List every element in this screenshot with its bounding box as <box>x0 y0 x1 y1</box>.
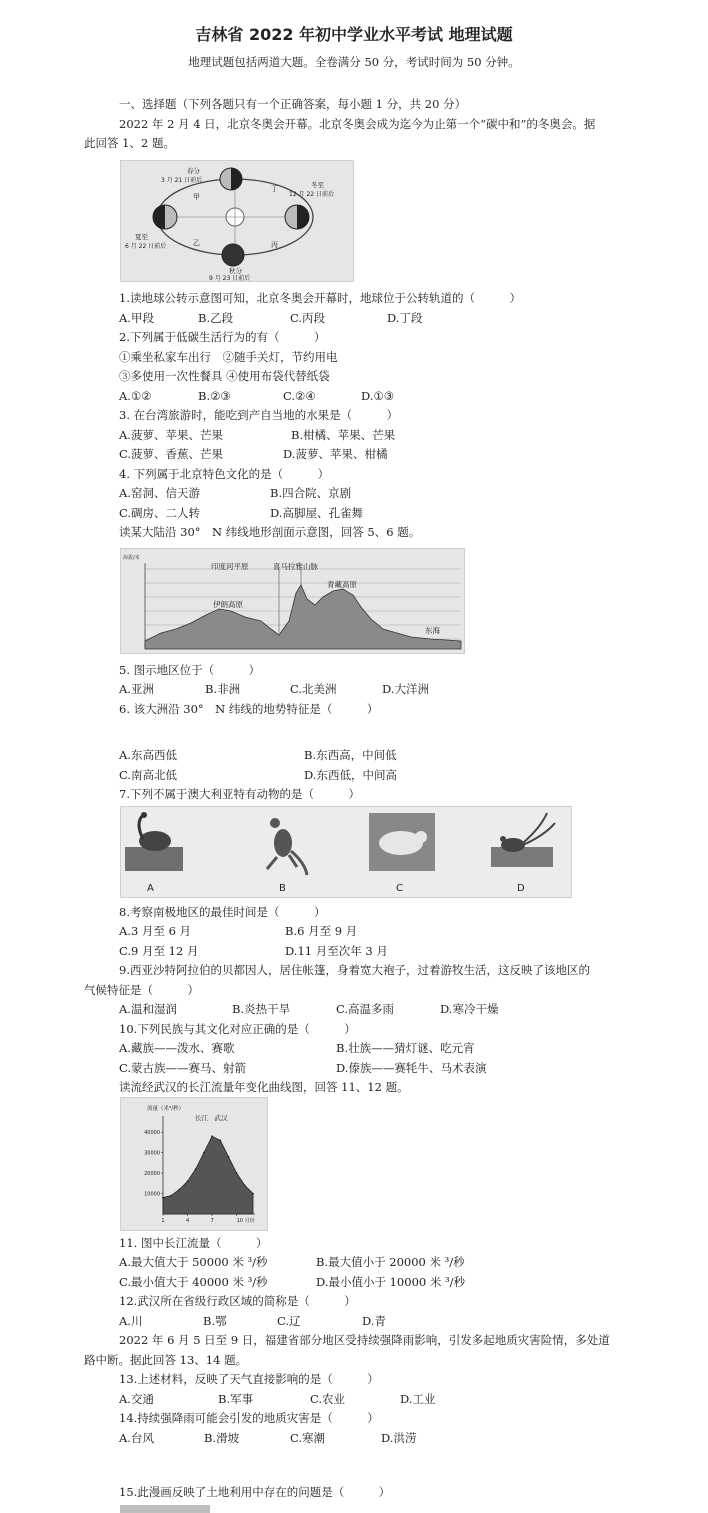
q11-option-a: A.最大值大于 50000 米 ³/秒 <box>119 1255 268 1269</box>
q10-option-b: B.壮族——猜灯谜、吃元宵 <box>336 1041 475 1055</box>
q11-option-d: D.最小值小于 10000 米 ³/秒 <box>316 1275 465 1289</box>
intro-text: 2022 年 2 月 4 日，北京冬奥会开幕。北京冬奥会成为迄今为止第一个“碳中和”的冬奥会。据 <box>119 117 596 131</box>
label-autumn-date: 9 月 23 日前后 <box>209 275 251 281</box>
flow-point <box>162 1197 164 1199</box>
q11-option-c: C.最小值大于 40000 米 ³/秒 <box>119 1275 268 1289</box>
x-tick-label: 4 <box>185 1218 190 1224</box>
label-east-sea: 东海 <box>425 626 440 635</box>
q14-option-c: C.寒潮 <box>290 1431 326 1445</box>
q13-option-a: A.交通 <box>119 1392 154 1406</box>
earth-autumn-icon <box>222 244 244 266</box>
terrain-profile-figure <box>120 548 465 654</box>
q1-option-a: A.甲段 <box>119 311 154 325</box>
q9-stem: 9.西亚沙特阿拉伯的贝都因人，居住帐篷，身着宽大袍子，过着游牧生活，这反映了该地区的 <box>119 963 590 977</box>
q9-option-d: D.寒冷干燥 <box>440 1002 499 1016</box>
q8-option-b: B.6 月至 9 月 <box>285 924 358 938</box>
q1-option-b: B.乙段 <box>198 311 234 325</box>
yangtze-flow-chart <box>120 1097 268 1231</box>
q6-option-c: C.南高北低 <box>119 768 178 782</box>
label-himalaya: 喜马拉雅山脉 <box>273 562 318 571</box>
flow-point <box>203 1152 205 1154</box>
y-tick-label: 10000 <box>144 1191 160 1198</box>
terrain-profile-area <box>145 585 461 649</box>
label-segment-bing: 丙 <box>271 241 278 249</box>
chart-title: 长江 武汉 <box>195 1114 228 1122</box>
q4-option-d: D.高脚屋、孔雀舞 <box>270 506 363 520</box>
animal-label-d: D <box>517 883 525 894</box>
q10-option-c: C.蒙古族——赛马、射箭 <box>119 1061 247 1075</box>
animal-label-a: A <box>147 883 154 894</box>
earth-spring-icon <box>220 168 242 190</box>
reading-prompt: 路中断。据此回答 13、14 题。 <box>84 1353 248 1367</box>
orbit-svg <box>121 161 353 281</box>
emu-icon <box>125 812 183 871</box>
flow-point <box>219 1140 221 1142</box>
label-indus-plain: 印度河平原 <box>211 562 249 571</box>
q4-stem: 4. 下列属于北京特色文化的是（ ） <box>119 467 330 481</box>
earth-orbit-diagram <box>120 160 354 282</box>
x-tick-label: 1 <box>161 1218 165 1224</box>
section-heading: 一、选择题（下列各题只有一个正确答案，每小题 1 分，共 20 分） <box>119 97 467 111</box>
x-tick-label: 7 <box>210 1218 214 1224</box>
q3-option-b: B.柑橘、苹果、芒果 <box>291 428 396 442</box>
q2-option-b: B.②③ <box>198 389 231 403</box>
flow-point <box>211 1135 213 1137</box>
chart-ylabel: 流量（米³/秒） <box>147 1106 185 1112</box>
q8-option-a: A.3 月至 6 月 <box>119 924 192 938</box>
label-segment-ding: 丁 <box>271 185 278 193</box>
label-summer-date: 6 月 22 日前后 <box>125 243 167 250</box>
flow-point <box>195 1168 197 1170</box>
flow-point <box>236 1172 238 1174</box>
animal-label-c: C <box>396 883 403 894</box>
q1-option-d: D.丁段 <box>387 311 423 325</box>
flow-point <box>244 1185 246 1187</box>
q5-option-b: B.非洲 <box>205 682 241 696</box>
q4-option-a: A.窑洞、信天游 <box>119 486 200 500</box>
q5-option-c: C.北美洲 <box>290 682 337 696</box>
q12-option-d: D.青 <box>362 1314 386 1328</box>
label-spring: 春分 <box>187 167 200 175</box>
q10-stem: 10.下列民族与其文化对应正确的是（ ） <box>119 1022 356 1036</box>
page-title: 吉林省 2022 年初中学业水平考试 地理试题 <box>195 25 513 44</box>
q5-option-a: A.亚洲 <box>119 682 154 696</box>
q6-option-d: D.东西低，中间高 <box>304 768 397 782</box>
q13-option-d: D.工业 <box>400 1392 436 1406</box>
q11-option-b: B.最大值小于 20000 米 ³/秒 <box>316 1255 465 1269</box>
q12-option-a: A.川 <box>119 1314 143 1328</box>
cartoon-figure-top <box>120 1505 210 1513</box>
x-tick-label: 10 月份 <box>236 1218 255 1224</box>
label-winter: 冬至 <box>311 181 324 189</box>
flow-chart-svg <box>121 1098 267 1230</box>
animals-figure <box>120 806 572 898</box>
flow-point <box>252 1193 254 1195</box>
flow-point <box>187 1180 189 1182</box>
polar-bear-icon <box>369 813 435 871</box>
q14-option-b: B.滑坡 <box>204 1431 240 1445</box>
label-iranian-plateau: 伊朗高原 <box>213 600 243 609</box>
q9-option-c: C.高温多雨 <box>336 1002 395 1016</box>
q1-stem: 1.读地球公转示意图可知，北京冬奥会开幕时，地球位于公转轨道的（ ） <box>119 291 521 305</box>
flow-area <box>163 1136 253 1214</box>
flow-point <box>179 1189 181 1191</box>
q14-option-d: D.洪涝 <box>381 1431 417 1445</box>
q5-stem: 5. 图示地区位于（ ） <box>119 663 261 677</box>
earth-winter-icon <box>285 205 309 229</box>
q6-stem: 6. 该大洲沿 30° N 纬线的地势特征是（ ） <box>119 702 379 716</box>
q13-option-b: B.军事 <box>218 1392 254 1406</box>
reading-prompt: 2022 年 6 月 5 日至 9 日，福建省部分地区受持续强降雨影响，引发多起地质灾害险情，多处道 <box>119 1333 610 1347</box>
q13-stem: 13.上述材料，反映了天气直接影响的是（ ） <box>119 1372 379 1386</box>
q10-option-d: D.傣族——赛牦牛、马术表演 <box>336 1061 487 1075</box>
animal-label-b: B <box>279 883 286 894</box>
reading-prompt: 读某大陆沿 30° N 纬线地形剖面示意图，回答 5、6 题。 <box>119 525 421 539</box>
q12-option-b: B.鄂 <box>203 1314 227 1328</box>
label-winter-date: 12 月 22 日前后 <box>289 191 334 198</box>
q8-stem: 8.考察南极地区的最佳时间是（ ） <box>119 905 326 919</box>
intro-text: 此回答 1、2 题。 <box>84 136 175 150</box>
earth-summer-icon <box>153 205 177 229</box>
q8-option-c: C.9 月至 12 月 <box>119 944 199 958</box>
label-spring-date: 3 月 21 日前后 <box>161 177 203 184</box>
y-tick-label: 40000 <box>144 1130 160 1137</box>
flow-point <box>228 1156 230 1158</box>
y-axis-label: 海拔/米 <box>123 555 140 561</box>
q2-option-a: A.①② <box>119 389 152 403</box>
q3-stem: 3. 在台湾旅游时，能吃到产自当地的水果是（ ） <box>119 408 399 422</box>
exam-instructions: 地理试题包括两道大题。全卷满分 50 分，考试时间为 50 分钟。 <box>188 55 520 69</box>
label-segment-jia: 甲 <box>193 193 200 201</box>
q5-option-d: D.大洋洲 <box>382 682 429 696</box>
y-tick-label: 30000 <box>144 1150 160 1157</box>
label-autumn: 秋分 <box>229 267 242 275</box>
label-segment-yi: 乙 <box>193 239 200 247</box>
q11-stem: 11. 图中长江流量（ ） <box>119 1236 268 1250</box>
q2-option-d: D.①③ <box>361 389 395 403</box>
q8-option-d: D.11 月至次年 3 月 <box>285 944 388 958</box>
kangaroo-icon <box>267 818 307 875</box>
q6-option-b: B.东西高，中间低 <box>304 748 397 762</box>
q3-option-d: D.菠萝、苹果、柑橘 <box>283 447 388 461</box>
reading-prompt: 读流经武汉的长江流量年变化曲线图，回答 11、12 题。 <box>119 1080 409 1094</box>
q2-statement: ③多使用一次性餐具 ④使用布袋代替纸袋 <box>119 369 330 383</box>
q15-stem: 15.此漫画反映了土地利用中存在的问题是（ ） <box>119 1485 391 1499</box>
label-summer: 夏至 <box>135 233 148 241</box>
q14-option-a: A.台风 <box>119 1431 154 1445</box>
flow-point <box>170 1195 172 1197</box>
q2-option-c: C.②④ <box>283 389 316 403</box>
q4-option-b: B.四合院、京剧 <box>270 486 352 500</box>
terrain-profile-svg <box>121 549 464 653</box>
q2-stem: 2.下列属于低碳生活行为的有（ ） <box>119 330 326 344</box>
q9-option-b: B.炎热干旱 <box>232 1002 291 1016</box>
q4-option-c: C.碉房、二人转 <box>119 506 201 520</box>
q2-statement: ①乘坐私家车出行 ②随手关灯，节约用电 <box>119 350 338 364</box>
q3-option-c: C.菠萝、香蕉、芒果 <box>119 447 224 461</box>
q10-option-a: A.藏族——泼水、赛歌 <box>119 1041 235 1055</box>
lyrebird-icon <box>491 813 555 867</box>
label-tibetan-plateau: 青藏高原 <box>327 580 357 589</box>
q13-option-c: C.农业 <box>310 1392 346 1406</box>
q3-option-a: A.菠萝、苹果、芒果 <box>119 428 223 442</box>
q7-stem: 7.下列不属于澳大利亚特有动物的是（ ） <box>119 787 360 801</box>
q1-option-c: C.丙段 <box>290 311 326 325</box>
y-tick-label: 20000 <box>144 1171 160 1178</box>
q6-option-a: A.东高西低 <box>119 748 177 762</box>
q9-option-a: A.温和湿润 <box>119 1002 177 1016</box>
q9-stem: 气候特征是（ ） <box>84 983 199 997</box>
q12-option-c: C.辽 <box>277 1314 301 1328</box>
q14-stem: 14.持续强降雨可能会引发的地质灾害是（ ） <box>119 1411 379 1425</box>
animals-svg <box>121 807 571 897</box>
q12-stem: 12.武汉所在省级行政区域的简称是（ ） <box>119 1294 356 1308</box>
